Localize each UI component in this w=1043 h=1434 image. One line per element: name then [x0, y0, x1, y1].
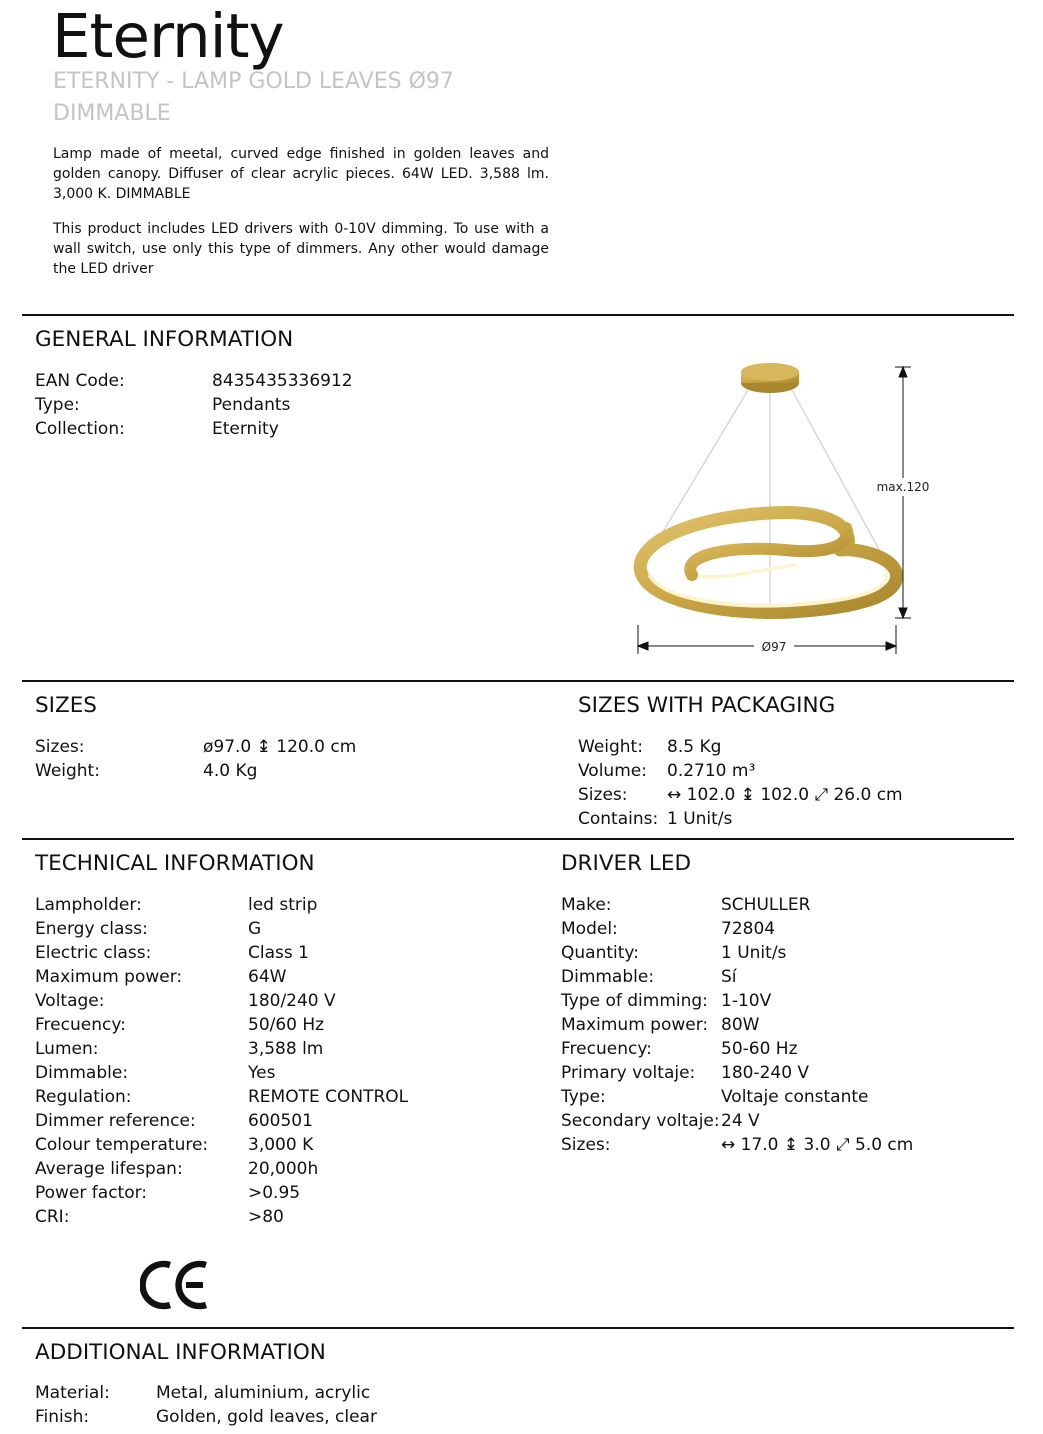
diameter-label: Ø97 — [761, 640, 787, 654]
finish-value: Golden, gold leaves, clear — [156, 1407, 377, 1427]
driver-value: 24 V — [721, 1111, 760, 1131]
sizes-heading: SIZES — [35, 693, 97, 718]
ean-value: 8435435336912 — [212, 371, 353, 391]
inner-ring — [690, 528, 847, 577]
driver-label: Model: — [561, 919, 618, 939]
pack-weight-label: Weight: — [578, 737, 643, 757]
driver-label: Quantity: — [561, 943, 639, 963]
type-value: Pendants — [212, 395, 291, 415]
spec-label: Regulation: — [35, 1087, 132, 1107]
driver-value: Voltaje constante — [721, 1087, 869, 1107]
pack-sizes-label: Sizes: — [578, 785, 628, 805]
spec-label: Lumen: — [35, 1039, 99, 1059]
spec-label: Frecuency: — [35, 1015, 126, 1035]
driver-value: 80W — [721, 1015, 760, 1035]
spec-value: 3,000 K — [248, 1135, 314, 1155]
spec-value: G — [248, 919, 262, 939]
spec-value: led strip — [248, 895, 318, 915]
type-label: Type: — [35, 395, 80, 415]
driver-note: This product includes LED drivers with 0-10V dimming. To use with a wall switch, use only this type of dimmers. Any other would damage the LED driver — [53, 221, 549, 277]
spec-label: Colour temperature: — [35, 1135, 209, 1155]
section-divider — [22, 680, 1014, 682]
section-divider — [22, 1327, 1014, 1329]
spec-value: Yes — [248, 1063, 276, 1083]
spec-label: Energy class: — [35, 919, 148, 939]
spec-value: 3,588 lm — [248, 1039, 324, 1059]
pack-volume-value: 0.2710 m³ — [667, 761, 756, 781]
driver-label: Type of dimming: — [561, 991, 708, 1011]
spec-label: Voltage: — [35, 991, 105, 1011]
pack-sizes-value: ↔ 102.0 ↨ 102.0 ⤢ 26.0 cm — [667, 785, 903, 805]
section-divider — [22, 314, 1014, 316]
driver-label: Secondary voltaje: — [561, 1111, 720, 1131]
spec-label: Average lifespan: — [35, 1159, 183, 1179]
sizes-label: Sizes: — [35, 737, 85, 757]
driver-heading: DRIVER LED — [561, 851, 692, 876]
driver-value: 180-240 V — [721, 1063, 810, 1083]
driver-label: Sizes: — [561, 1135, 611, 1155]
product-title: Eternity — [52, 1, 284, 72]
technical-table — [35, 893, 408, 1229]
material-label: Material: — [35, 1383, 110, 1403]
driver-label: Dimmable: — [561, 967, 655, 987]
driver-value: 72804 — [721, 919, 776, 939]
outer-ring — [640, 513, 896, 613]
spec-value: 50/60 Hz — [248, 1015, 325, 1035]
driver-value: 1 Unit/s — [721, 943, 787, 963]
spec-value: >0.95 — [248, 1183, 301, 1203]
pack-volume-label: Volume: — [578, 761, 647, 781]
lamp-dimension-diagram — [620, 350, 950, 665]
spec-value: Class 1 — [248, 943, 309, 963]
sizes-value: ø97.0 ↨ 120.0 cm — [203, 737, 357, 757]
finish-label: Finish: — [35, 1407, 90, 1427]
general-info-table — [35, 369, 353, 441]
driver-value: 1-10V — [721, 991, 772, 1011]
driver-label: Primary voltaje: — [561, 1063, 696, 1083]
spec-label: CRI: — [35, 1207, 70, 1227]
packaging-table — [578, 735, 903, 831]
spec-label: Dimmable: — [35, 1063, 129, 1083]
pack-contains-label: Contains: — [578, 809, 659, 829]
technical-heading: TECHNICAL INFORMATION — [35, 851, 315, 876]
canopy — [741, 363, 799, 393]
spec-label: Maximum power: — [35, 967, 183, 987]
driver-label: Maximum power: — [561, 1015, 709, 1035]
spec-value: >80 — [248, 1207, 284, 1227]
sizes-table — [35, 735, 356, 783]
ce-mark-icon — [140, 1258, 210, 1312]
spec-value: 180/240 V — [248, 991, 336, 1011]
driver-value: 50-60 Hz — [721, 1039, 798, 1059]
ean-label: EAN Code: — [35, 371, 125, 391]
packaging-heading: SIZES WITH PACKAGING — [578, 693, 836, 718]
driver-value: ↔ 17.0 ↨ 3.0 ⤢ 5.0 cm — [721, 1135, 914, 1155]
spec-value: 20,000h — [248, 1159, 319, 1179]
driver-label: Make: — [561, 895, 612, 915]
spec-value: 64W — [248, 967, 287, 987]
suspension-cables — [655, 390, 882, 615]
spec-label: Power factor: — [35, 1183, 148, 1203]
section-divider — [22, 838, 1014, 840]
spec-label: Lampholder: — [35, 895, 142, 915]
additional-table — [35, 1381, 377, 1429]
weight-value: 4.0 Kg — [203, 761, 258, 781]
weight-label: Weight: — [35, 761, 100, 781]
pack-contains-value: 1 Unit/s — [667, 809, 733, 829]
spec-label: Electric class: — [35, 943, 152, 963]
driver-value: Sí — [721, 967, 737, 987]
spec-value: REMOTE CONTROL — [248, 1087, 409, 1107]
spec-value: 600501 — [248, 1111, 313, 1131]
height-label: max.120 — [876, 480, 930, 494]
product-description: Lamp made of meetal, curved edge finished in golden leaves and golden canopy. Diffuser of clear acrylic pieces. 64W LED. 3,588 lm. 3,000 K. DIMMABLE — [53, 146, 549, 202]
driver-label: Frecuency: — [561, 1039, 652, 1059]
pack-weight-value: 8.5 Kg — [667, 737, 722, 757]
collection-label: Collection: — [35, 419, 125, 439]
driver-label: Type: — [561, 1087, 606, 1107]
spec-label: Dimmer reference: — [35, 1111, 196, 1131]
material-value: Metal, aluminium, acrylic — [156, 1383, 371, 1403]
product-subtitle: ETERNITY - LAMP GOLD LEAVES Ø97 DIMMABLE — [53, 69, 454, 126]
additional-heading: ADDITIONAL INFORMATION — [35, 1340, 326, 1365]
collection-value: Eternity — [212, 419, 279, 439]
general-info-heading: GENERAL INFORMATION — [35, 327, 294, 352]
driver-table — [561, 893, 913, 1157]
driver-value: SCHULLER — [721, 895, 811, 915]
